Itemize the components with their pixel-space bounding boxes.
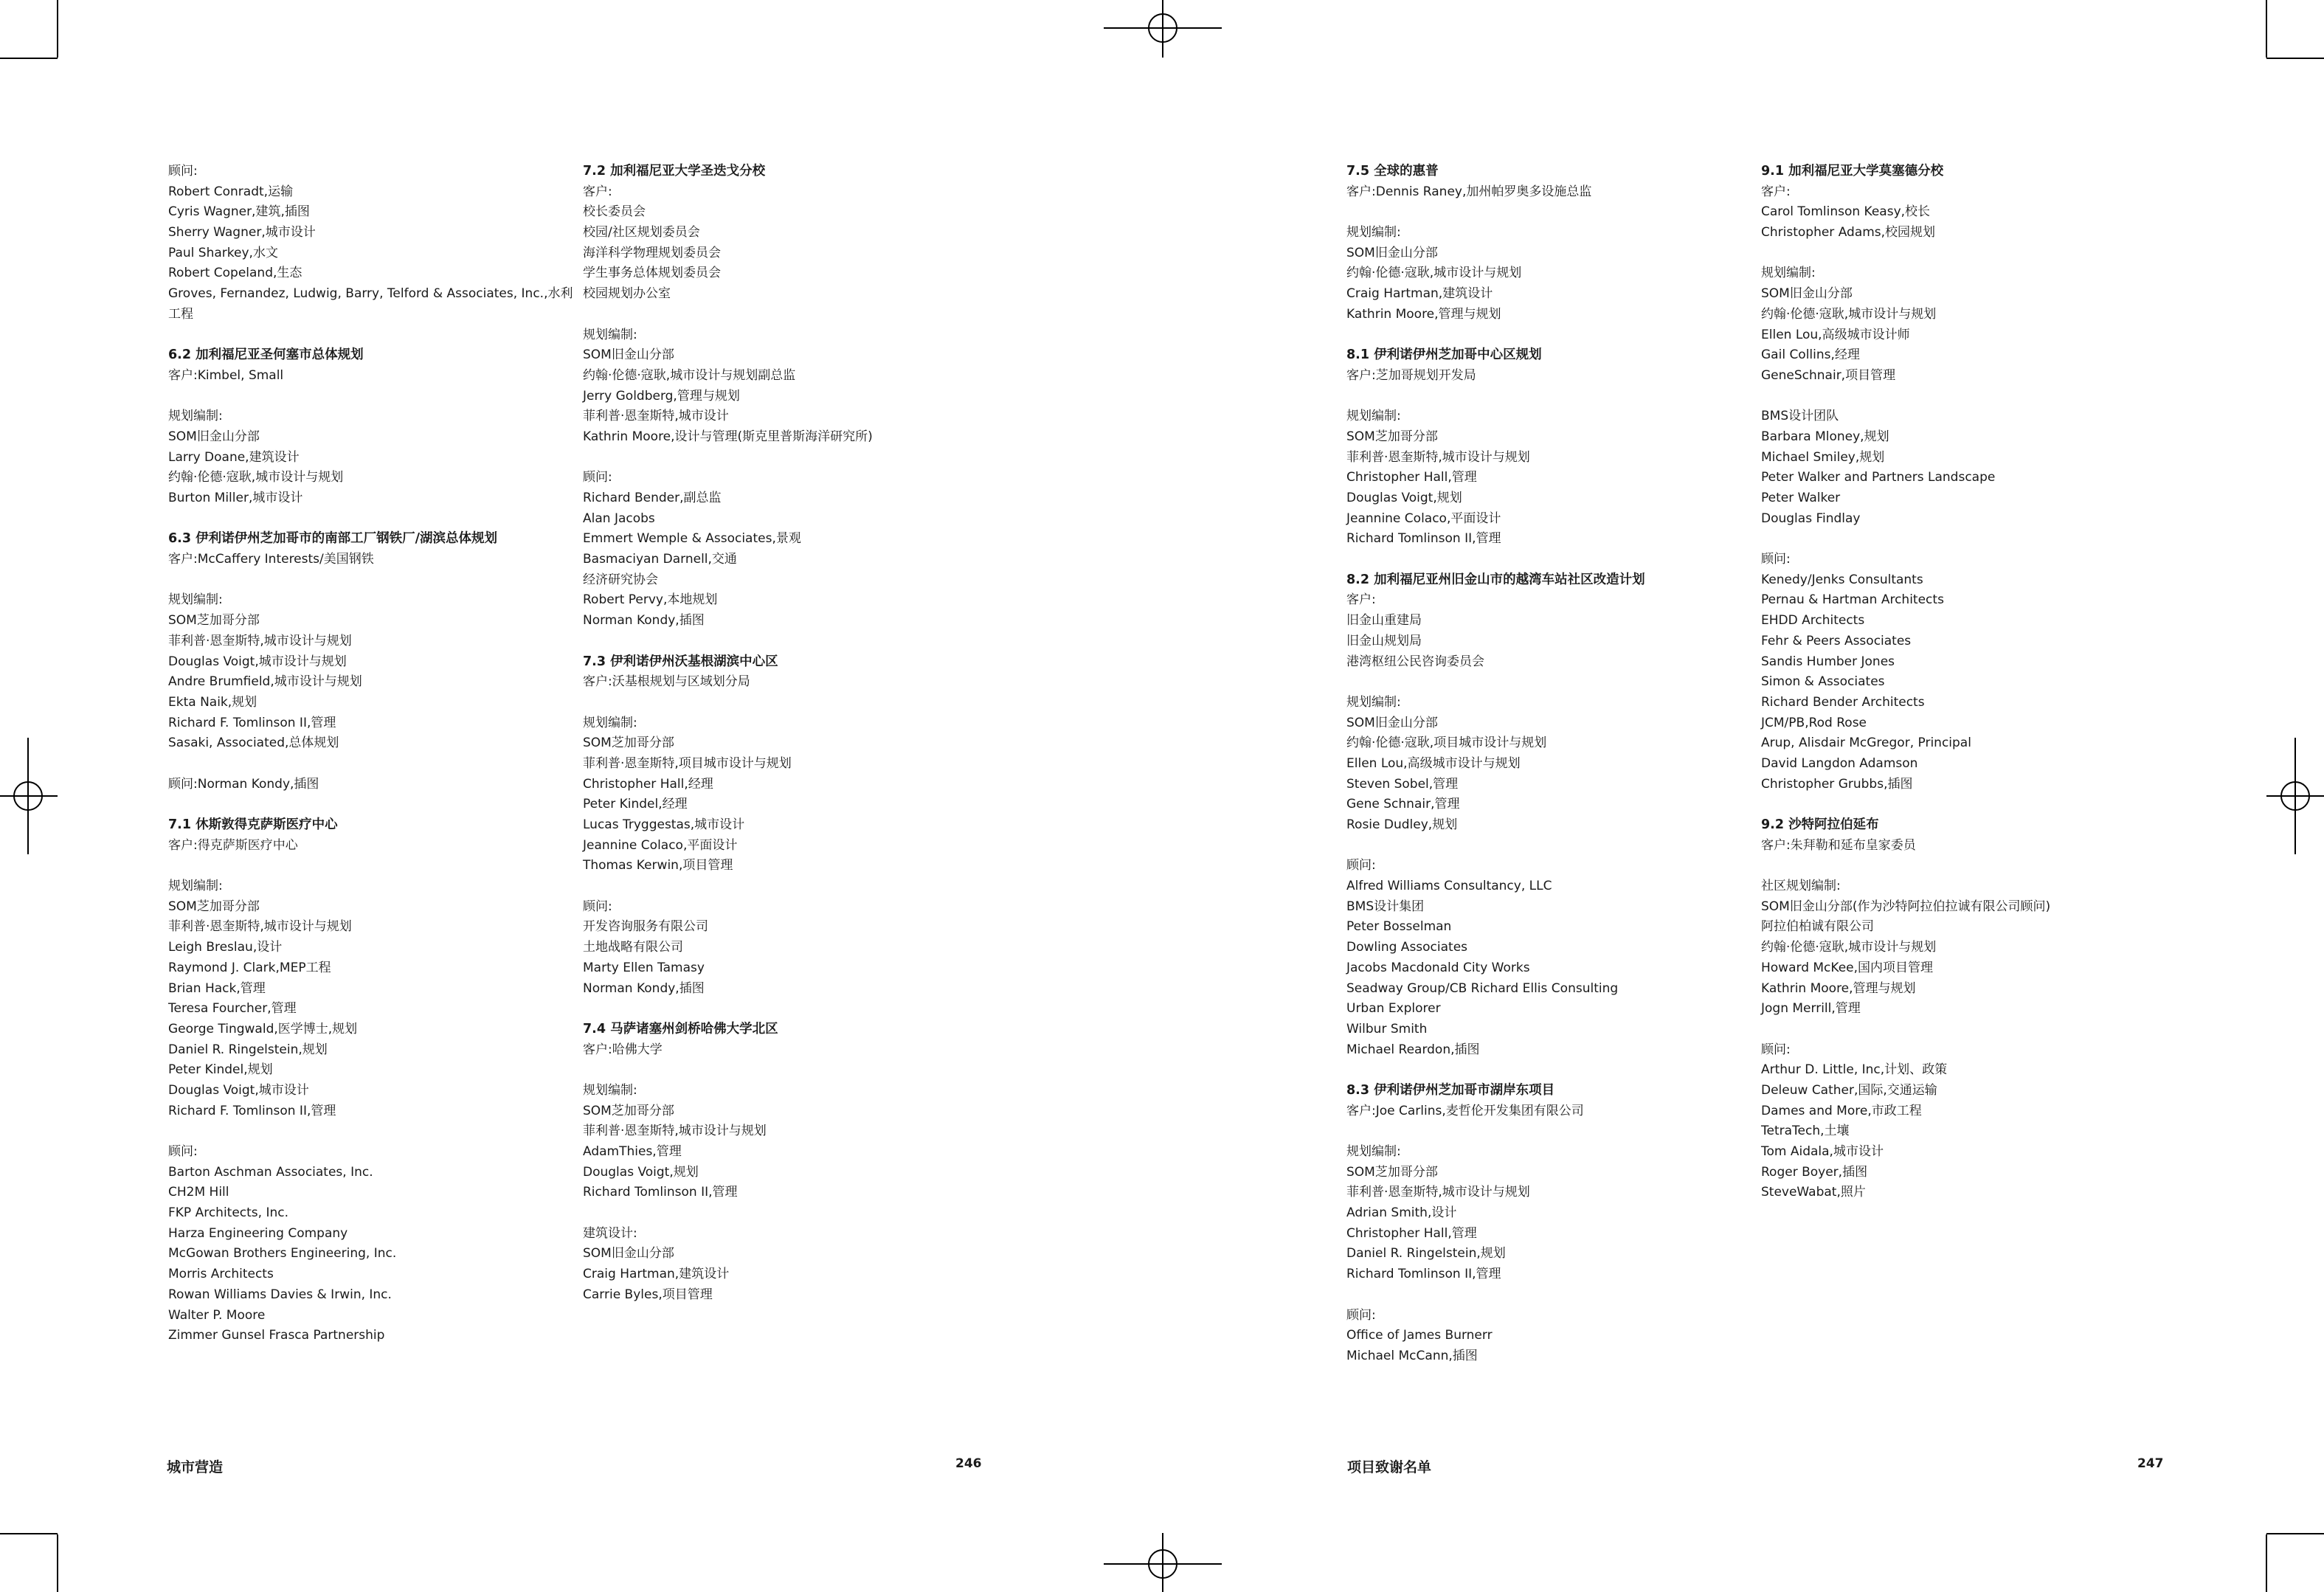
credit-line: 客户:Dennis Raney,加州帕罗奥多设施总监 [1346, 184, 1592, 199]
credit-line: Kathrin Moore,管理与规划 [1761, 980, 1916, 996]
spacer [1761, 529, 2145, 550]
credit-line: Norman Kondy,插图 [583, 613, 705, 629]
credit-line: Andre Brumfield,城市设计与规划 [168, 674, 362, 690]
credit-line: Ekta Naik,规划 [168, 694, 257, 710]
credit-line: 规划编制: [168, 879, 223, 894]
credit-line: Urban Explorer [1346, 1001, 1441, 1017]
spacer [1346, 1121, 1730, 1142]
spacer [583, 305, 966, 325]
section-heading: 9.2 沙特阿拉伯延布 [1761, 817, 1879, 832]
registration-mark [2280, 781, 2310, 811]
credit-line: Gene Schnair,管理 [1346, 797, 1460, 812]
spacer [168, 387, 552, 407]
credit-line: Emmert Wemple & Associates,景观 [583, 531, 801, 547]
credit-line: SOM芝加哥分部 [1346, 429, 1438, 444]
credit-line: 客户:哈佛大学 [583, 1042, 663, 1057]
section-heading: 8.3 伊利诺伊州芝加哥市湖岸东项目 [1346, 1082, 1555, 1098]
credit-line: McGowan Brothers Engineering, Inc. [168, 1246, 397, 1262]
credit-line: Sherry Wagner,城市设计 [168, 225, 316, 240]
credit-line: Rowan Williams Davies & Irwin, Inc. [168, 1287, 392, 1302]
right-page-column-2 [1761, 162, 2145, 1203]
credit-line: Christopher Adams,校园规划 [1761, 225, 1936, 240]
credit-line: Raymond J. Clark,MEP工程 [168, 960, 331, 975]
credit-line: David Langdon Adamson [1761, 755, 1918, 771]
credit-line: Gail Collins,经理 [1761, 347, 1860, 363]
credit-line: Daniel R. Ringelstein,规划 [1346, 1246, 1506, 1262]
spacer [168, 509, 552, 530]
credit-line: George Tingwald,医学博士,规划 [168, 1021, 358, 1036]
credit-line: 菲利普·恩奎斯特,项目城市设计与规划 [583, 755, 792, 771]
spacer [1761, 856, 2145, 876]
credit-line: FKP Architects, Inc. [168, 1205, 289, 1221]
credit-line: Craig Hartman,建筑设计 [583, 1267, 730, 1282]
credit-line: 约翰·伦德·寇耿,城市设计与规划 [1346, 266, 1522, 281]
credit-line: 规划编制: [1346, 694, 1401, 710]
section-heading: 7.4 马萨诸塞州剑桥哈佛大学北区 [583, 1021, 778, 1036]
credit-line: Robert Copeland,生态 [168, 266, 302, 281]
credit-line: Michael Smiley,规划 [1761, 449, 1885, 465]
credit-line: 约翰·伦德·寇耿,项目城市设计与规划 [1346, 736, 1547, 751]
spacer [583, 999, 966, 1020]
credit-line: Norman Kondy,插图 [583, 980, 705, 996]
credit-line: 客户:芝加哥规划开发局 [1346, 367, 1476, 383]
credit-line: SOM芝加哥分部 [583, 736, 674, 751]
credit-line: CH2M Hill [168, 1185, 229, 1200]
credit-line: Paul Sharkey,水文 [168, 245, 278, 260]
credit-line: 顾问: [1761, 1042, 1791, 1057]
credit-line: SOM旧金山分部 [583, 1246, 674, 1262]
credit-line: Arup, Alisdair McGregor, Principal [1761, 736, 1971, 751]
credit-line: Douglas Voigt,城市设计 [168, 1082, 309, 1098]
credit-line: 规划编制: [168, 592, 223, 608]
registration-mark [1148, 13, 1177, 43]
credit-line: SOM旧金山分部 [1346, 245, 1438, 260]
credit-line: 顾问: [1761, 552, 1791, 567]
spacer [1346, 1285, 1730, 1306]
credit-line: Alan Jacobs [583, 511, 655, 526]
credit-line: SOM旧金山分部 [168, 429, 260, 444]
section-heading: 7.5 全球的惠普 [1346, 164, 1439, 179]
credit-line: Richard Bender Architects [1761, 694, 1925, 710]
credit-line: Carrie Byles,项目管理 [583, 1287, 713, 1302]
credit-line: SOM芝加哥分部 [583, 1103, 674, 1118]
credit-line: Groves, Fernandez, Ludwig, Barry, Telford & Associates, Inc.,水利 [168, 286, 573, 302]
spacer [1761, 1020, 2145, 1040]
credit-line: Peter Walker and Partners Landscape [1761, 470, 1996, 485]
credit-line: Adrian Smith,设计 [1346, 1205, 1457, 1221]
section-heading: 7.1 休斯敦得克萨斯医疗中心 [168, 817, 338, 832]
credit-line: 规划编制: [1346, 225, 1401, 240]
credit-line: Jogn Merrill,管理 [1761, 1001, 1861, 1017]
credit-line: 客户:朱拜勒和延布皇家委员 [1761, 837, 1916, 853]
credit-line: Peter Bosselman [1346, 919, 1452, 935]
registration-mark [13, 781, 43, 811]
credit-line: Seadway Group/CB Richard Ellis Consulting [1346, 980, 1619, 996]
credit-line: 约翰·伦德·寇耿,城市设计与规划 [1761, 306, 1937, 322]
credit-line: 校长委员会 [583, 204, 646, 220]
credit-line: 顾问: [168, 164, 198, 179]
credit-line: Harza Engineering Company [168, 1225, 348, 1241]
credit-line: Zimmer Gunsel Frasca Partnership [168, 1328, 385, 1343]
credit-line: Richard F. Tomlinson II,管理 [168, 1103, 336, 1118]
credit-line: Barton Aschman Associates, Inc. [168, 1164, 373, 1180]
spacer [1346, 672, 1730, 693]
spacer [168, 1121, 552, 1142]
credit-line: 客户: [1346, 592, 1376, 608]
credit-line: Dowling Associates [1346, 940, 1468, 955]
credit-line: 港湾枢纽公民咨询委员会 [1346, 654, 1484, 669]
credit-line: Roger Boyer,插图 [1761, 1164, 1868, 1180]
credit-line: Ellen Lou,高级城市设计与规划 [1346, 755, 1521, 771]
credit-line: Morris Architects [168, 1267, 274, 1282]
spacer [1761, 243, 2145, 264]
credit-line: BMS设计集团 [1346, 899, 1425, 914]
credit-line: 客户:McCaffery Interests/美国钢铁 [168, 552, 374, 567]
credit-line: Pernau & Hartman Architects [1761, 592, 1944, 608]
credit-line: 菲利普·恩奎斯特,城市设计与规划 [583, 1124, 767, 1139]
credit-line: 客户:沃基根规划与区域划分局 [583, 674, 750, 690]
credit-line: 学生事务总体规划委员会 [583, 266, 721, 281]
spacer [1346, 1060, 1730, 1081]
credit-line: SOM旧金山分部 [1761, 286, 1853, 302]
credit-line: 菲利普·恩奎斯特,城市设计与规划 [1346, 1185, 1530, 1200]
credit-line: 旧金山重建局 [1346, 613, 1422, 629]
credit-line: 规划编制: [583, 715, 637, 730]
credit-line: Tom Aidala,城市设计 [1761, 1144, 1884, 1159]
credit-line: Cyris Wagner,建筑,插图 [168, 204, 310, 220]
credit-line: 经济研究协会 [583, 572, 658, 587]
crop-mark [2266, 58, 2324, 59]
credit-line: Douglas Voigt,规划 [583, 1164, 699, 1180]
credit-line: Rosie Dudley,规划 [1346, 817, 1458, 832]
credit-line: 顾问:Norman Kondy,插图 [168, 776, 319, 792]
credit-line: 顾问: [1346, 1307, 1376, 1323]
credit-line: 顾问: [168, 1144, 198, 1159]
credit-line: Kathrin Moore,设计与管理(斯克里普斯海洋研究所) [583, 429, 873, 444]
section-heading: 7.2 加利福尼亚大学圣迭戈分校 [583, 164, 766, 179]
credit-line: Steven Sobel,管理 [1346, 776, 1459, 792]
credit-line: 建筑设计: [583, 1225, 637, 1241]
credit-line: 约翰·伦德·寇耿,城市设计与规划 [1761, 940, 1937, 955]
credit-line: Arthur D. Little, Inc,计划、政策 [1761, 1062, 1948, 1078]
credit-line: AdamThies,管理 [583, 1144, 682, 1159]
credit-line: SteveWabat,照片 [1761, 1185, 1866, 1200]
credit-line: Richard Tomlinson II,管理 [1346, 531, 1501, 547]
credit-line: 客户:得克萨斯医疗中心 [168, 837, 298, 853]
credit-line: Teresa Fourcher,管理 [168, 1001, 297, 1017]
credit-line: Robert Conradt,运输 [168, 184, 294, 199]
credit-line: 菲利普·恩奎斯特,城市设计与规划 [168, 919, 352, 935]
credit-line: Douglas Voigt,城市设计与规划 [168, 654, 347, 669]
credit-line: 约翰·伦德·寇耿,城市设计与规划 [168, 470, 344, 485]
credit-line: Alfred Williams Consultancy, LLC [1346, 879, 1552, 894]
credit-line: Deleuw Cather,国际,交通运输 [1761, 1082, 1937, 1098]
right-page-column-1 [1346, 162, 1730, 1367]
credit-line: Christopher Hall,管理 [1346, 1225, 1477, 1241]
credit-line: Larry Doane,建筑设计 [168, 449, 300, 465]
spacer [1346, 387, 1730, 407]
credit-line: SOM芝加哥分部 [168, 899, 260, 914]
credit-line: 菲利普·恩奎斯特,城市设计与规划 [1346, 449, 1530, 465]
credit-line: 旧金山规划局 [1346, 633, 1422, 648]
crop-mark [57, 0, 58, 58]
credit-line: Wilbur Smith [1346, 1021, 1428, 1036]
credit-line: JCM/PB,Rod Rose [1761, 715, 1867, 730]
credit-line: Barbara Mloney,规划 [1761, 429, 1889, 444]
credit-line: Kathrin Moore,管理与规划 [1346, 306, 1501, 322]
spacer [168, 856, 552, 876]
credit-line: EHDD Architects [1761, 613, 1865, 629]
credit-line: 规划编制: [583, 327, 637, 342]
left-page-number: 246 [955, 1456, 982, 1471]
credit-line: Basmaciyan Darnell,交通 [583, 552, 737, 567]
credit-line: 顾问: [583, 470, 612, 485]
credit-line: 土地战略有限公司 [583, 940, 683, 955]
credit-line: Peter Walker [1761, 491, 1841, 505]
credit-line: SOM旧金山分部 [1346, 715, 1438, 730]
credit-line: 社区规划编制: [1761, 879, 1841, 894]
spacer [1346, 550, 1730, 570]
credit-line: Brian Hack,管理 [168, 980, 266, 996]
credit-line: 规划编制: [1346, 1144, 1401, 1159]
credit-line: Christopher Grubbs,插图 [1761, 776, 1913, 792]
credit-line: Michael Reardon,插图 [1346, 1042, 1480, 1057]
spacer [1346, 836, 1730, 856]
spacer [168, 570, 552, 591]
credit-line: SOM芝加哥分部 [1346, 1164, 1438, 1180]
credit-line: Robert Pervy,本地规划 [583, 592, 718, 608]
credit-line: 规划编制: [1761, 266, 1816, 281]
right-footer-title: 项目致谢名单 [1347, 1459, 1432, 1475]
spacer [583, 631, 966, 652]
credit-line: TetraTech,土壤 [1761, 1124, 1850, 1139]
crop-mark [2266, 1533, 2324, 1534]
credit-line: 菲利普·恩奎斯特,城市设计 [583, 409, 729, 424]
credit-line: 约翰·伦德·寇耿,城市设计与规划副总监 [583, 367, 796, 383]
credit-line: Douglas Findlay [1761, 511, 1861, 526]
spacer [583, 448, 966, 468]
credit-line: Carol Tomlinson Keasy,校长 [1761, 204, 1931, 220]
credit-line: 客户: [583, 184, 612, 199]
crop-mark [57, 1534, 58, 1592]
credit-line: Douglas Voigt,规划 [1346, 491, 1462, 505]
left-page-column-1 [168, 162, 573, 1346]
credit-line: 规划编制: [1346, 409, 1401, 424]
section-heading: 8.1 伊利诺伊州芝加哥中心区规划 [1346, 347, 1542, 363]
credit-line: Peter Kindel,规划 [168, 1062, 273, 1078]
credit-line: Jacobs Macdonald City Works [1346, 960, 1530, 975]
credit-line: 规划编制: [583, 1082, 637, 1098]
section-heading: 7.3 伊利诺伊州沃基根湖滨中心区 [583, 654, 778, 669]
credit-line: Simon & Associates [1761, 674, 1885, 690]
credit-line: Christopher Hall,管理 [1346, 470, 1477, 485]
credit-line: Marty Ellen Tamasy [583, 960, 705, 975]
credit-line: Michael McCann,插图 [1346, 1348, 1478, 1363]
left-footer-title: 城市营造 [167, 1459, 224, 1475]
spacer [583, 1203, 966, 1224]
credit-line: Richard F. Tomlinson II,管理 [168, 715, 336, 730]
credit-line: SOM旧金山分部(作为沙特阿拉伯拉诚有限公司顾问) [1761, 899, 2051, 914]
spacer [1346, 325, 1730, 346]
credit-line: Daniel R. Ringelstein,规划 [168, 1042, 328, 1057]
credit-line: Walter P. Moore [168, 1307, 266, 1323]
section-heading: 9.1 加利福尼亚大学莫塞德分校 [1761, 164, 1944, 179]
credit-line: Office of James Burnerr [1346, 1328, 1493, 1343]
credit-line: Howard McKee,国内项目管理 [1761, 960, 1934, 975]
spacer [1761, 795, 2145, 815]
credit-line: Jerry Goldberg,管理与规划 [583, 388, 740, 404]
crop-mark [0, 58, 58, 59]
spacer [583, 693, 966, 713]
credit-line: Craig Hartman,建筑设计 [1346, 286, 1493, 302]
spacer [168, 325, 552, 346]
crop-mark [0, 1533, 58, 1534]
spacer [583, 876, 966, 897]
crop-mark [2266, 1534, 2267, 1592]
credit-line: 客户: [1761, 184, 1791, 199]
section-heading: 6.2 加利福尼亚圣何塞市总体规划 [168, 347, 364, 363]
credit-line: Richard Tomlinson II,管理 [1346, 1267, 1501, 1282]
credit-line: Ellen Lou,高级城市设计师 [1761, 327, 1910, 342]
credit-line: 顾问: [583, 899, 612, 914]
credit-line: Leigh Breslau,设计 [168, 940, 283, 955]
credit-line: Kenedy/Jenks Consultants [1761, 572, 1923, 587]
spacer [1346, 202, 1730, 223]
spacer [168, 754, 552, 775]
credit-line: GeneSchnair,项目管理 [1761, 367, 1896, 383]
credit-line: 工程 [168, 306, 193, 322]
credit-line: Fehr & Peers Associates [1761, 633, 1912, 648]
spacer [583, 1060, 966, 1081]
spacer [168, 795, 552, 815]
credit-line: Jeannine Colaco,平面设计 [583, 837, 738, 853]
registration-mark [1148, 1549, 1177, 1579]
credit-line: Peter Kindel,经理 [583, 797, 688, 812]
credit-line: Richard Bender,副总监 [583, 491, 722, 505]
credit-line: Sasaki, Associated,总体规划 [168, 736, 339, 751]
credit-line: 菲利普·恩奎斯特,城市设计与规划 [168, 633, 352, 648]
credit-line: SOM芝加哥分部 [168, 613, 260, 629]
left-page-column-2 [583, 162, 966, 1306]
credit-line: Jeannine Colaco,平面设计 [1346, 511, 1501, 526]
credit-line: 校园/社区规划委员会 [583, 225, 700, 240]
credit-line: Lucas Tryggestas,城市设计 [583, 817, 745, 832]
credit-line: Dames and More,市政工程 [1761, 1103, 1922, 1118]
credit-line: 海洋科学物理规划委员会 [583, 245, 721, 260]
credit-line: Sandis Humber Jones [1761, 654, 1895, 669]
section-heading: 6.3 伊利诺伊州芝加哥市的南部工厂钢铁厂/湖滨总体规划 [168, 531, 497, 547]
credit-line: 客户:Kimbel, Small [168, 367, 284, 383]
crop-mark [2266, 0, 2267, 58]
credit-line: Richard Tomlinson II,管理 [583, 1185, 738, 1200]
credit-line: Thomas Kerwin,项目管理 [583, 858, 733, 873]
credit-line: 阿拉伯柏诚有限公司 [1761, 919, 1874, 935]
credit-line: BMS设计团队 [1761, 409, 1839, 424]
section-heading: 8.2 加利福尼亚州旧金山市的越湾车站社区改造计划 [1346, 572, 1645, 587]
credit-line: Burton Miller,城市设计 [168, 491, 303, 505]
credit-line: 顾问: [1346, 858, 1376, 873]
credit-line: SOM旧金山分部 [583, 347, 674, 363]
spacer [1761, 387, 2145, 407]
credit-line: 客户:Joe Carlins,麦哲伦开发集团有限公司 [1346, 1103, 1584, 1118]
right-page-number: 247 [2137, 1456, 2164, 1471]
credit-line: 校园规划办公室 [583, 286, 671, 302]
credit-line: 开发咨询服务有限公司 [583, 919, 708, 935]
credit-line: Christopher Hall,经理 [583, 776, 713, 792]
credit-line: 规划编制: [168, 409, 223, 424]
